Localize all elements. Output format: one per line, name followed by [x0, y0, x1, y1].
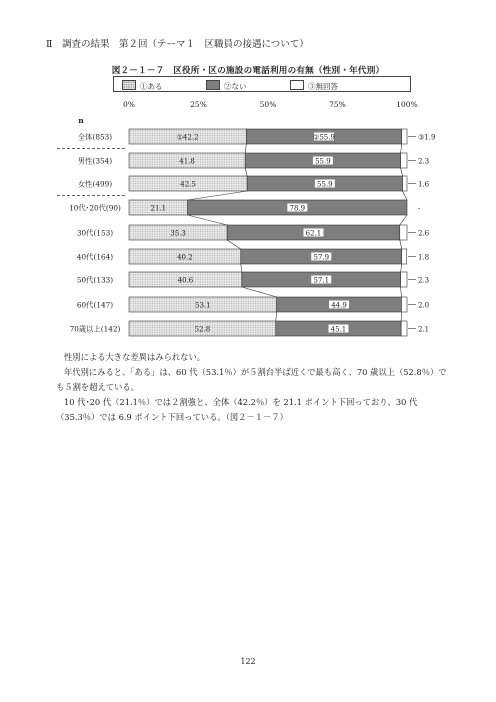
bar-segment-mukaitou: [401, 153, 407, 168]
data-label-aru: 40.6: [177, 276, 194, 285]
data-label-aru: 40.2: [177, 253, 193, 262]
data-label-mukaitou: 2.0: [418, 301, 430, 310]
category-label: 70歳以上(142): [69, 324, 121, 334]
body-paragraph-2: 年代別にみると、「ある」は、60 代（53.1％）が５割台半ば近くで最も高く、70 歳以上（52.8％）でも５割を超えている。: [56, 367, 447, 392]
data-label-mukaitou: ③1.9: [418, 133, 436, 142]
bar-segment-mukaitou: [401, 321, 407, 336]
category-label: 40代(164): [76, 252, 114, 262]
body-text: [56, 350, 448, 425]
x-tick-label: 75%: [329, 100, 346, 109]
category-label: 全体(853): [77, 132, 113, 142]
x-tick-label: 50%: [259, 100, 277, 109]
category-label: 60代(147): [76, 300, 114, 310]
data-label-aru: 53.1: [195, 301, 211, 310]
data-label-nai: 44.9: [331, 301, 347, 310]
legend-label: ①ある: [140, 82, 163, 91]
body-paragraph-3: 10 代･20 代（21.1％）では２割強と、全体（42.2％）を 21.1 ポイント下回っており、30 代（35.3％）では 6.9 ポイント下回っている。（図２－１－７）: [56, 397, 418, 422]
data-label-nai: 57.1: [313, 276, 330, 285]
connector-line: [401, 168, 403, 176]
bar-segment-mukaitou: [402, 129, 407, 144]
x-tick-label: 0%: [123, 100, 135, 109]
x-tick-label: 100%: [396, 100, 418, 109]
data-label-aru: ①42.2: [176, 133, 199, 142]
connector-line: [401, 287, 402, 297]
data-label-aru: 41.8: [179, 157, 195, 166]
data-label-aru: 42.5: [180, 180, 196, 189]
page-number: 122: [240, 657, 256, 666]
data-label-mukaitou: -: [418, 204, 421, 213]
data-label-aru: 35.3: [170, 229, 186, 238]
connector-line: [276, 312, 277, 321]
connector-line: [188, 215, 227, 225]
data-label-mukaitou: 2.3: [418, 157, 430, 166]
data-label-mukaitou: 1.8: [418, 253, 430, 262]
legend-label: ③無回答: [308, 82, 338, 91]
data-label-aru: 52.8: [194, 325, 211, 334]
bar-segment-mukaitou: [402, 249, 407, 264]
bar-segment-mukaitou: [400, 225, 407, 240]
connector-line: [401, 264, 402, 272]
data-label-nai: ②55.9: [313, 133, 335, 142]
data-label-nai: 62.1: [305, 229, 322, 238]
data-label-mukaitou: 1.6: [418, 180, 430, 189]
connector-line: [400, 215, 407, 225]
connector-line: [242, 287, 277, 297]
data-label-mukaitou: 2.3: [418, 276, 430, 285]
n-label: n: [78, 116, 84, 125]
connector-line: [241, 264, 242, 272]
page-header: Ⅱ 調査の結果 第２回（テーマ１ 区職員の接遇について）: [46, 39, 309, 50]
data-label-nai: 45.1: [330, 325, 347, 334]
connector-line: [401, 144, 402, 153]
category-label: 50代(133): [76, 275, 114, 285]
bar-segment-mukaitou: [403, 176, 407, 191]
connector-line: [403, 191, 407, 200]
connector-line: [245, 144, 246, 153]
bar-segment-mukaitou: [401, 272, 407, 287]
category-label: 10代･20代(90): [69, 203, 121, 213]
data-label-nai: 57.9: [313, 253, 330, 262]
stacked-bar-chart: [0, 0, 496, 345]
data-label-aru: 21.1: [150, 204, 167, 213]
data-label-mukaitou: 2.1: [418, 325, 430, 334]
figure-title: 図２－１－７ 区役所・区の施設の電話利用の有無（性別・年代別）: [111, 66, 385, 76]
category-label: 男性(354): [77, 156, 113, 166]
bar-segment-mukaitou: [401, 297, 407, 312]
category-label: 女性(499): [77, 179, 113, 189]
connector-line: [188, 191, 247, 200]
body-paragraph-1: 性別による大きな差異はみられない。: [64, 352, 206, 362]
connector-line: [245, 168, 247, 176]
data-label-nai: 55.9: [317, 180, 333, 189]
data-label-nai: 55.9: [315, 157, 331, 166]
connector-line: [227, 240, 241, 249]
category-label: 30代(153): [76, 228, 114, 238]
data-label-mukaitou: 2.6: [418, 229, 430, 238]
connector-line: [400, 240, 402, 249]
legend-label: ②ない: [224, 82, 247, 91]
x-tick-label: 25%: [190, 100, 207, 109]
data-label-nai: 78.9: [289, 204, 306, 213]
